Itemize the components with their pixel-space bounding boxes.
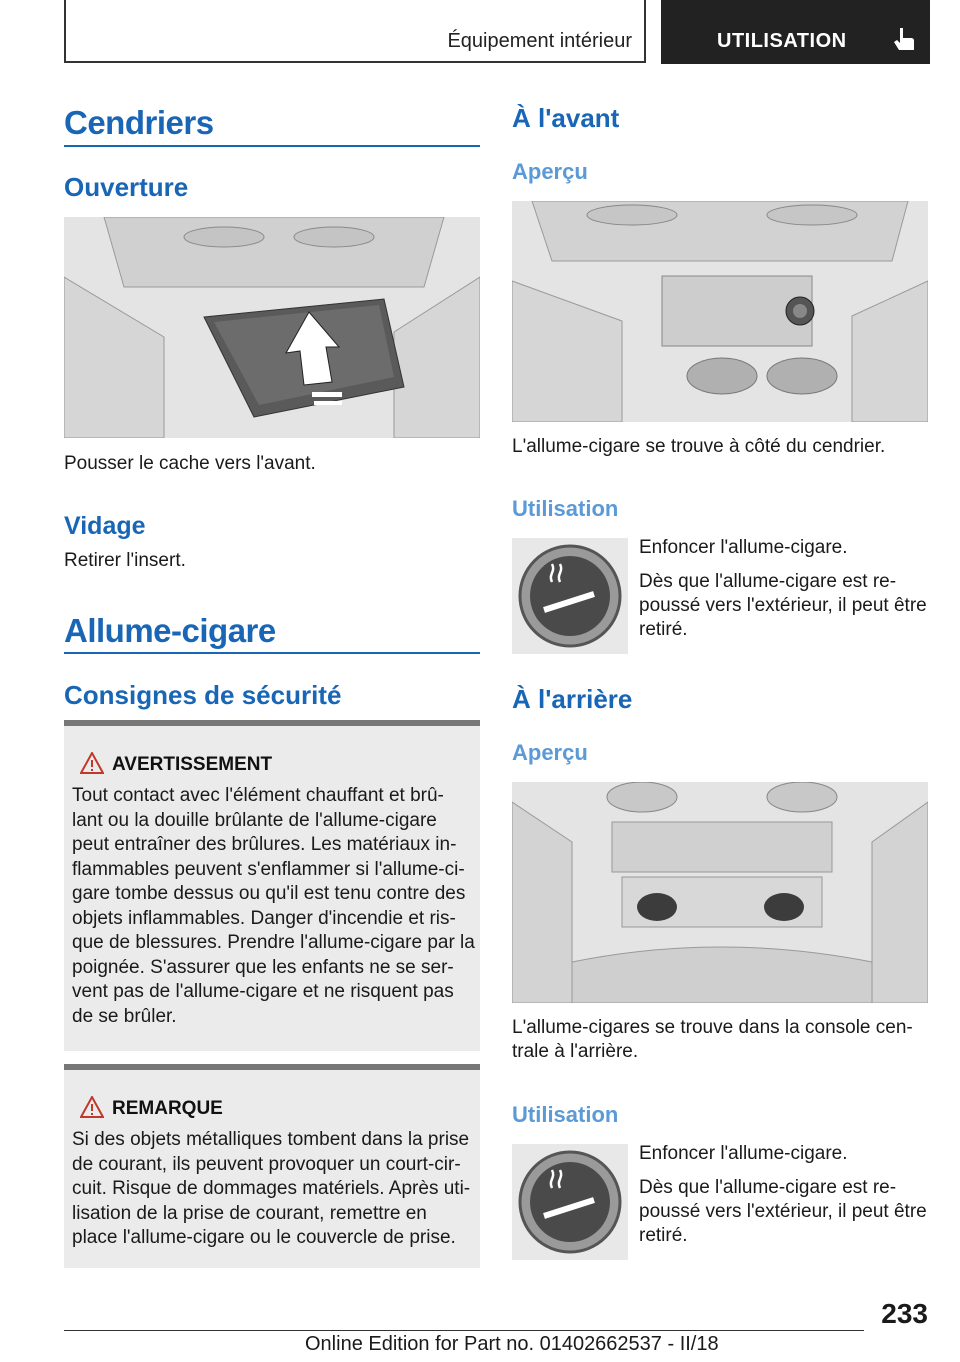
page-header [64,0,930,64]
header-section-label: Équipement intérieur [447,30,632,52]
subtitle-apercu-arriere: Aperçu [512,740,588,765]
text-line: poussé vers l'extérieur, il peut être [639,1201,927,1222]
ouverture-caption: Pousser le cache vers l'avant. [64,453,316,474]
hand-pointer-icon [893,26,915,52]
warning-line: peut entraîner des brûlures. Les matériaux in- [72,834,457,855]
utilisation-avant-text [639,570,927,642]
warning-line: gare tombe dessus ou qu'il est tenu contre des [72,883,466,904]
notice-line: place l'allume-cigare ou le couvercle de prise. [72,1227,456,1248]
apercu-arriere-caption [512,1016,913,1064]
warning-line: que de blessures. Prendre l'allume-cigare par la [72,932,475,953]
section-title-allume-cigare: Allume-cigare [64,612,276,649]
text-line: Dès que l'allume-cigare est re- [639,1177,897,1198]
cigarette-lighter-button-image [512,1144,628,1260]
section-title-cendriers: Cendriers [64,104,214,141]
warning-line: Tout contact avec l'élément chauffant et brû- [72,785,444,806]
utilisation-avant-step: Enfoncer l'allume-cigare. [639,537,848,558]
warning-line: poignée. S'assurer que les enfants ne se ser- [72,956,454,978]
utilisation-arriere-step: Enfoncer l'allume-cigare. [639,1143,848,1164]
text-line: Dès que l'allume-cigare est re- [639,571,897,592]
subtitle-vidage: Vidage [64,512,146,540]
subtitle-arriere: À l'arrière [512,684,633,714]
warning-triangle-icon [80,1096,104,1118]
subtitle-utilisation-arriere: Utilisation [512,1102,619,1127]
title-rule [64,652,480,654]
warning-line: de se brûler. [72,1005,177,1027]
notice-body [72,1128,476,1251]
footer-edition: Online Edition for Part no. 01402662537 - II/18 [305,1333,719,1355]
header-section-tab [64,0,646,63]
warning-body [72,784,476,1029]
subtitle-consignes: Consignes de sécurité [64,680,342,710]
warning-triangle-icon [80,752,104,774]
warning-box [64,720,480,1051]
header-chapter-tab [661,0,930,64]
title-rule [64,145,480,147]
warning-line: vent pas de l'allume-cigare et ne risquent pas [72,981,454,1002]
text-line: retiré. [639,1225,688,1246]
notice-title: REMARQUE [112,1098,223,1119]
subtitle-utilisation-avant: Utilisation [512,496,619,521]
text-line: poussé vers l'extérieur, il peut être [639,595,927,616]
cigarette-lighter-button-image [512,538,628,654]
notice-box [64,1064,480,1268]
notice-line: lisation de la prise de courant, remettre en [72,1202,427,1224]
footer-rule [64,1330,864,1331]
subtitle-ouverture: Ouverture [64,172,189,202]
ashtray-opening-illustration [64,217,480,438]
text-line: trale à l'arrière. [512,1041,639,1062]
notice-line: cuit. Risque de dommages matériels. Après uti- [72,1178,471,1199]
apercu-avant-caption: L'allume-cigare se trouve à côté du cendrier. [512,436,886,457]
header-chapter-label: UTILISATION [717,30,847,52]
vidage-text: Retirer l'insert. [64,550,186,571]
warning-title: AVERTISSEMENT [112,754,273,775]
subtitle-apercu-avant: Aperçu [512,159,588,184]
text-line: retiré. [639,619,688,640]
subtitle-avant: À l'avant [512,103,620,133]
warning-line: lant ou la douille brûlante de l'allume-cigare [72,809,437,831]
rear-console-illustration [512,782,928,1003]
notice-line: de courant, ils peuvent provoquer un court-cir- [72,1153,461,1175]
utilisation-arriere-text [639,1176,927,1248]
notice-line: Si des objets métalliques tombent dans la prise [72,1129,470,1150]
front-console-illustration [512,201,928,422]
warning-line: flammables peuvent s'enflammer si l'allume-ci- [72,858,465,880]
text-line: L'allume-cigares se trouve dans la console cen- [512,1017,913,1038]
warning-line: objets inflammables. Danger d'incendie et ris- [72,907,456,929]
page-number: 233 [881,1298,928,1329]
